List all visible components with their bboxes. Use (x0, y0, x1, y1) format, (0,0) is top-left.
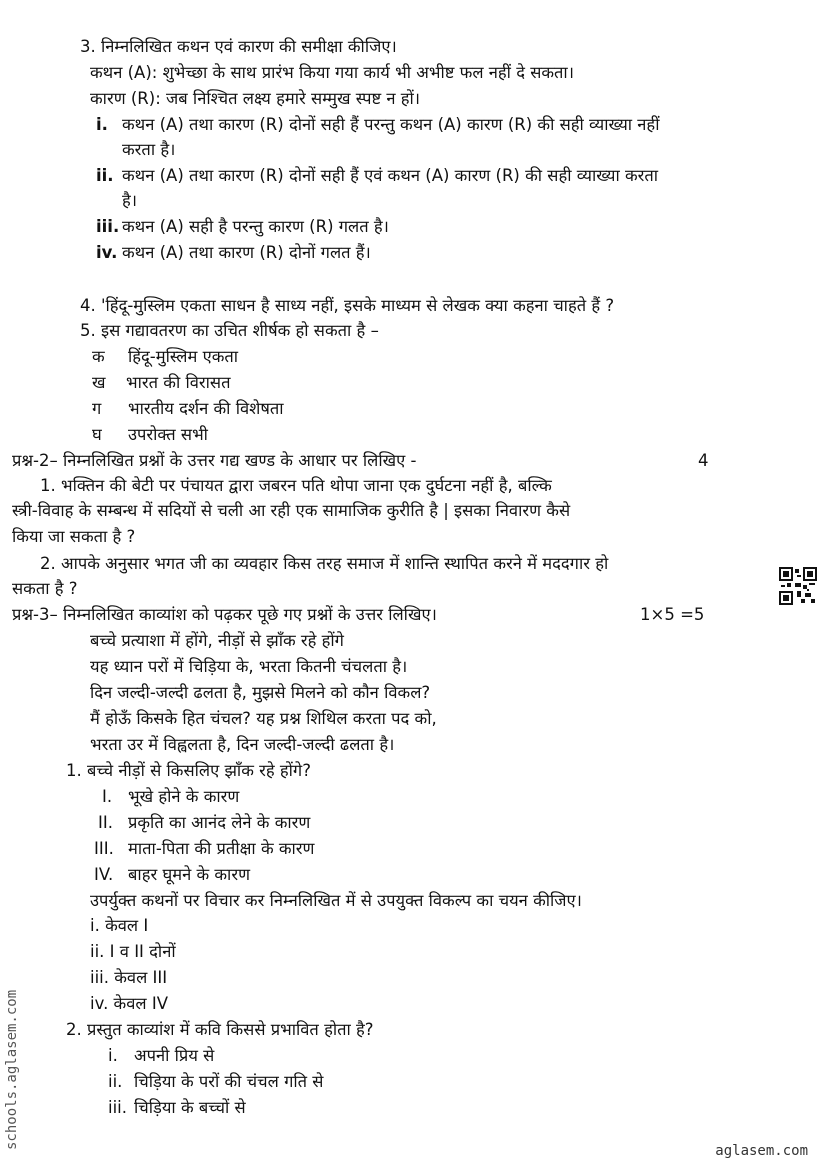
prashn3-heading: प्रश्न-3– निम्नलिखित काव्यांश को पढ़कर पूछे गए प्रश्नों के उत्तर लिखिए। (12, 605, 437, 624)
prashn2-q1-line: किया जा सकता है ? (12, 527, 136, 546)
prashn2-q2-line: सकता है ? (12, 579, 78, 598)
statement-text: बाहर घूमने के कारण (128, 865, 251, 884)
prashn3-marks: 1×5 =5 (640, 605, 705, 624)
qr-code-icon (779, 567, 817, 605)
q4-text: 4. 'हिंदू-मुस्लिम एकता साधन है साध्य नहीं, इसके माध्यम से लेखक क्या कहना चाहते हैं ? (80, 296, 615, 315)
reason-text: कारण (R): जब निश्चित लक्ष्य हमारे सम्मुख स्पष्ट न हों। (90, 89, 421, 108)
choice: iii. केवल III (90, 968, 168, 987)
prashn3-q2-heading: 2. प्रस्तुत काव्यांश में कवि किससे प्रभावित होता है? (66, 1020, 374, 1039)
option-num: iv. (96, 243, 118, 262)
statement-num: IV. (94, 865, 114, 884)
q5-option-text: उपरोक्त सभी (128, 425, 208, 444)
option-text: कथन (A) तथा कारण (R) दोनों सही हैं परन्तु कथन (A) कारण (R) की सही व्याख्या नहीं (122, 115, 660, 134)
q5-option-text: हिंदू-मुस्लिम एकता (128, 347, 239, 366)
statement-num: I. (102, 787, 113, 806)
choice: ii. I व II दोनों (90, 942, 176, 961)
statement-text: प्रकृति का आनंद लेने के कारण (128, 813, 311, 832)
statement-text: भूखे होने के कारण (128, 787, 240, 806)
q5-option-mark: घ (92, 425, 102, 444)
prashn2-heading: प्रश्न-2– निम्नलिखित प्रश्नों के उत्तर गद्य खण्ड के आधार पर लिखिए - (12, 451, 417, 470)
prashn2-marks: 4 (698, 451, 709, 470)
poem-line: मैं होऊँ किसके हित चंचल? यह प्रश्न शिथिल करता पद को, (90, 709, 437, 728)
option-num: ii. (108, 1072, 123, 1091)
q5-option-mark: क (92, 347, 105, 366)
poem-line: यह ध्यान परों में चिड़िया के, भरता कितनी चंचलता है। (90, 657, 408, 676)
bottom-watermark: aglasem.com (715, 1143, 808, 1159)
q3-heading: 3. निम्नलिखित कथन एवं कारण की समीक्षा कीजिए। (80, 37, 397, 56)
prashn3-q1-heading: 1. बच्चे नीड़ों से किसलिए झाँक रहे होंगे? (66, 761, 311, 780)
prashn2-q2-line: 2. आपके अनुसार भगत जी का व्यवहार किस तरह समाज में शान्ति स्थापित करने में मददगार हो (40, 554, 609, 573)
q5-heading: 5. इस गद्यावतरण का उचित शीर्षक हो सकता है – (80, 321, 379, 340)
prashn2-q1-line: स्त्री-विवाह के सम्बन्ध में सदियों से चली आ रही एक सामाजिक कुरीति है | इसका निवारण कैसे (12, 501, 571, 520)
statement-text: माता-पिता की प्रतीक्षा के कारण (128, 839, 315, 858)
choice: iv. केवल IV (90, 994, 168, 1013)
poem-line: बच्चे प्रत्याशा में होंगे, नीड़ों से झाँक रहे होंगे (90, 631, 344, 650)
prashn2-q1-line: 1. भक्तिन की बेटी पर पंचायत द्वारा जबरन पति थोपा जाना एक दुर्घटना नहीं है, बल्कि (40, 476, 552, 495)
poem-line: दिन जल्दी-जल्दी ढलता है, मुझसे मिलने को कौन विकल? (90, 683, 431, 702)
option-num: iii. (96, 217, 120, 236)
assertion-text: कथन (A): शुभेच्छा के साथ प्रारंभ किया गया कार्य भी अभीष्ट फल नहीं दे सकता। (90, 63, 574, 82)
q5-option-text: भारत की विरासत (126, 373, 231, 392)
q5-option-mark: ख (92, 373, 106, 392)
option-text-cont: है। (122, 191, 138, 210)
option-num: i. (108, 1046, 118, 1065)
option-text: कथन (A) तथा कारण (R) दोनों सही हैं एवं कथन (A) कारण (R) की सही व्याख्या करता (122, 166, 659, 185)
q5-option-mark: ग (92, 399, 102, 418)
choice: i. केवल I (90, 916, 149, 935)
option-text: चिड़िया के बच्चों से (134, 1098, 246, 1117)
option-num: i. (96, 115, 108, 134)
statement-num: III. (94, 839, 114, 858)
statement-num: II. (98, 813, 113, 832)
option-text: अपनी प्रिय से (134, 1046, 215, 1065)
side-watermark: schools.aglasem.com (4, 989, 20, 1150)
option-num: iii. (108, 1098, 127, 1117)
option-text: कथन (A) तथा कारण (R) दोनों गलत हैं। (122, 243, 371, 262)
poem-line: भरता उर में विह्वलता है, दिन जल्दी-जल्दी ढलता है। (90, 735, 395, 754)
option-text: कथन (A) सही है परन्तु कारण (R) गलत है। (122, 217, 389, 236)
option-text: चिड़िया के परों की चंचल गति से (134, 1072, 324, 1091)
option-num: ii. (96, 166, 114, 185)
q5-option-text: भारतीय दर्शन की विशेषता (128, 399, 284, 418)
instruction-text: उपर्युक्त कथनों पर विचार कर निम्नलिखित में से उपयुक्त विकल्प का चयन कीजिए। (90, 891, 582, 910)
option-text-cont: करता है। (122, 140, 176, 159)
